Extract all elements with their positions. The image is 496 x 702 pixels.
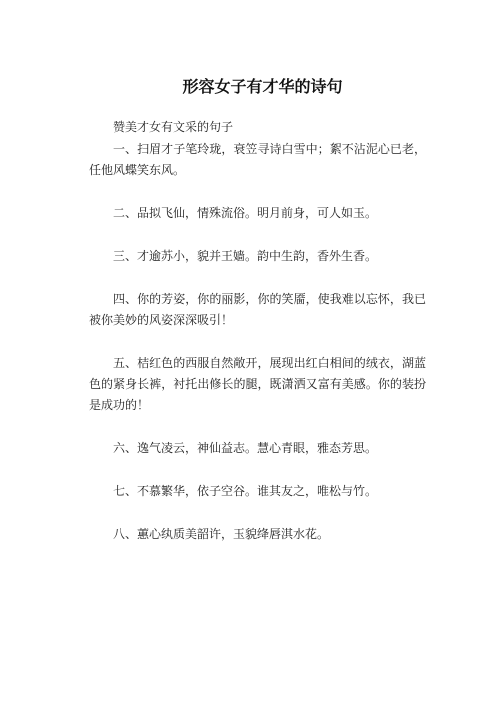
paragraph-6: 六、逸气凌云，神仙益志。慧心青眼，雅态芳思。 — [113, 441, 378, 455]
paragraph-5: 五、桔红色的西服自然敞开，展现出红白相间的绒衣，湖蓝色的紧身长裤，衬托出修长的腿，既潇洒又富有美感。你的装扮是成功的！ — [89, 356, 426, 412]
paragraph-7: 七、不慕繁华，依子空谷。谁其友之，唯松与竹。 — [113, 484, 378, 498]
paragraph-1: 一、扫眉才子笔玲珑，衰笠寻诗白雪中；絮不沾泥心已老，任他风蝶笑东风。 — [89, 142, 426, 177]
paragraph-4: 四、你的芳姿，你的丽影，你的笑靥，使我难以忘怀，我已被你美妙的风姿深深吸引！ — [89, 292, 426, 327]
paragraph-8: 八、蕙心纨质美韶许，玉貌绛唇淇水花。 — [113, 527, 330, 541]
paragraph-2: 二、品拟飞仙，情殊流俗。明月前身，可人如玉。 — [113, 206, 378, 220]
document-body — [89, 117, 426, 545]
paragraph-3: 三、才逾苏小，貌并王嫱。韵中生韵，香外生香。 — [113, 249, 378, 263]
subheading: 赞美才女有文采的句子 — [113, 120, 234, 134]
document-title: 形容女子有才华的诗句 — [182, 77, 343, 96]
